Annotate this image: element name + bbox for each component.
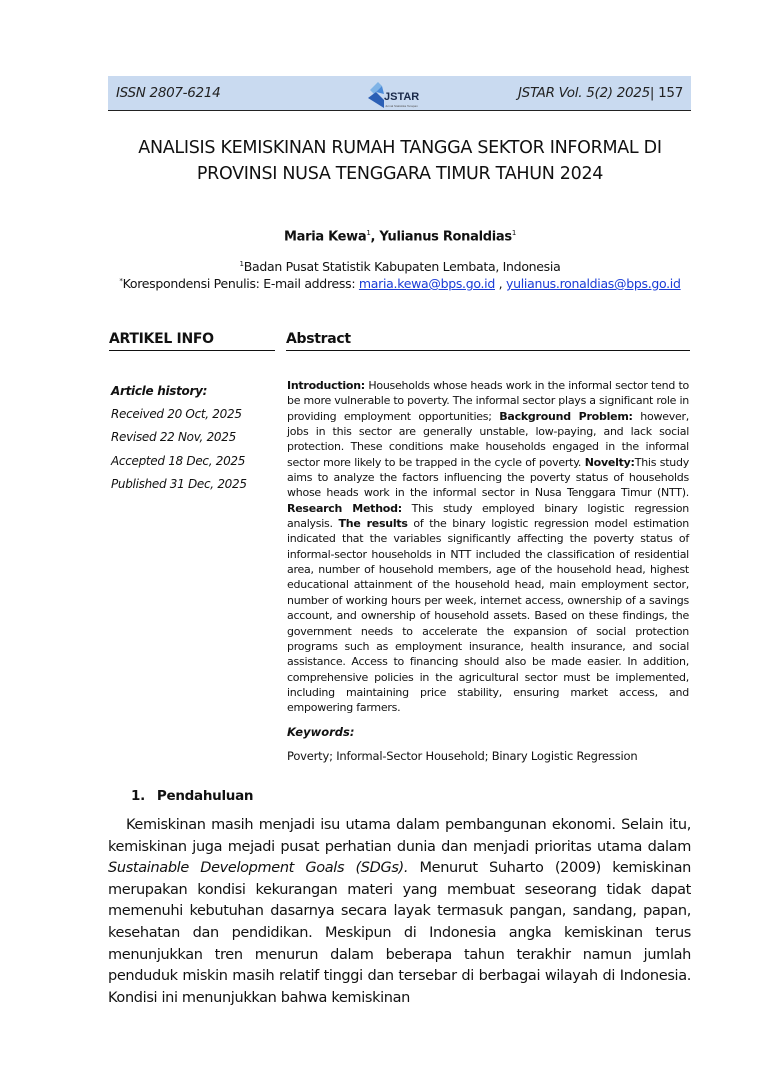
title-line-1: ANALISIS KEMISKINAN RUMAH TANGGA SEKTOR INFORMAL DI <box>138 138 662 158</box>
article-history <box>111 380 247 496</box>
paper-title <box>100 135 680 187</box>
email-link-2[interactable]: yulianus.ronaldias@bps.go.id <box>506 276 681 291</box>
results-label: The results <box>338 517 408 531</box>
accepted-date: Accepted 18 Dec, 2025 <box>111 453 246 468</box>
received-date: Received 20 Oct, 2025 <box>111 407 242 422</box>
email-link-1[interactable]: maria.kewa@bps.go.id <box>358 276 495 291</box>
jstar-logo <box>366 80 426 110</box>
authors <box>100 229 700 244</box>
affil-text: Badan Pusat Statistik Kabupaten Lembata, Indonesia <box>243 259 561 274</box>
author-1-affil: 1 <box>366 229 371 237</box>
journal-volume <box>518 85 683 101</box>
keywords-label: Keywords: <box>287 725 355 739</box>
author-1: Maria Kewa <box>284 229 367 245</box>
correspondence <box>100 276 700 291</box>
abstract-heading: Abstract <box>286 331 690 351</box>
intro-text: Households whose heads work in the informal sector tend to be more vulnerable to poverty. The informal sector plays a significant role in providing employment opportunities; <box>287 379 689 423</box>
logo-subtext: Jurnal Statistika Terapan <box>385 104 418 108</box>
method-label: Research Method: <box>287 501 402 515</box>
journal-header <box>108 76 691 111</box>
affiliation <box>100 259 700 274</box>
author-2: Yulianus Ronaldias <box>379 229 512 245</box>
revised-date: Revised 22 Nov, 2025 <box>111 430 236 445</box>
page-number: 157 <box>658 85 683 101</box>
author-2-affil: 1 <box>511 229 516 237</box>
corresp-label: Korespondensi Penulis: E-mail address: <box>122 276 359 291</box>
para-part-1: Kemiskinan masih menjadi isu utama dalam pembangunan ekonomi. Selain itu, kemiskinan juga mejadi pusat perhatian dunia dan menjadi prioritas utama dalam <box>108 817 691 855</box>
published-date: Published 31 Dec, 2025 <box>111 476 247 491</box>
method-text: This study employed binary logistic regression analysis. <box>287 501 690 531</box>
affil-sup: 1 <box>239 259 244 268</box>
intro-label: Introduction: <box>287 379 365 392</box>
section-number: 1. <box>131 788 145 804</box>
issn: ISSN 2807-6214 <box>116 85 221 101</box>
section-heading-pendahuluan <box>131 788 253 804</box>
section-title: Pendahuluan <box>156 788 254 804</box>
keywords: Poverty; Informal-Sector Household; Binary Logistic Regression <box>287 749 638 763</box>
email-sep: , <box>494 276 507 291</box>
history-title: Article history: <box>111 384 208 398</box>
novelty-text: This study aims to analyze the factors influencing the poverty status of households whose heads work in the informal sector in Nusa Tenggara Timur (NTT). <box>287 455 689 500</box>
author-sep: , <box>370 229 380 245</box>
corresp-sup: * <box>119 276 123 285</box>
abstract-body <box>287 378 689 716</box>
separator: | <box>649 85 655 101</box>
results-text: of the binary logistic regression model estimation indicated that the variables significantly affecting the poverty status of informal-sector households in NTT included the classification of residential area, number of household members, age of the household head, highest educational attainment of the household head, main employment sector, number of working hours per week, internet access, ownership of a savings account, and ownership of household assets. Based on these findings, the government needs to accelerate the expansion of social protection programs such as employment insurance, health insurance, and social assistance. Access to financing should also be made easier. In addition, comprehensive policies in the agricultural sector must be implemented, including maintaining price stability, ensuring market access, and empowering farmers. <box>287 517 690 715</box>
artikel-info-heading: ARTIKEL INFO <box>109 331 275 351</box>
title-line-2: PROVINSI NUSA TENGGARA TIMUR TAHUN 2024 <box>196 164 604 184</box>
intro-paragraph <box>108 815 691 1009</box>
para-part-2: Menurut Suharto (2009) kemiskinan merupakan kondisi kekurangan materi yang membuat seseorang tidak dapat memenuhi kebutuhan dasarnya secara layak termasuk pangan, sandang, papan, kesehatan dan pendidikan. Meskipun di Indonesia angka kemiskinan terus menunjukkan tren menurun dalam beberapa tahun terakhir namun jumlah penduduk miskin masih relatif tinggi dan tersebar di berbagai wilayah di Indonesia. Kondisi ini menunjukkan bahwa kemiskinan <box>108 860 691 1006</box>
background-label: Background Problem: <box>499 409 633 423</box>
background-text: however, jobs in this sector are generally unstable, low-paying, and lack social protection. These conditions make households engaged in the informal sector more likely to be trapped in the cycle of poverty. <box>287 409 690 469</box>
logo-text: JSTAR <box>384 91 420 103</box>
volume-text: JSTAR Vol. 5(2) 2025 <box>518 85 650 101</box>
novelty-label: Novelty: <box>584 455 635 469</box>
para-italic: Sustainable Development Goals (SDGs). <box>108 860 409 877</box>
